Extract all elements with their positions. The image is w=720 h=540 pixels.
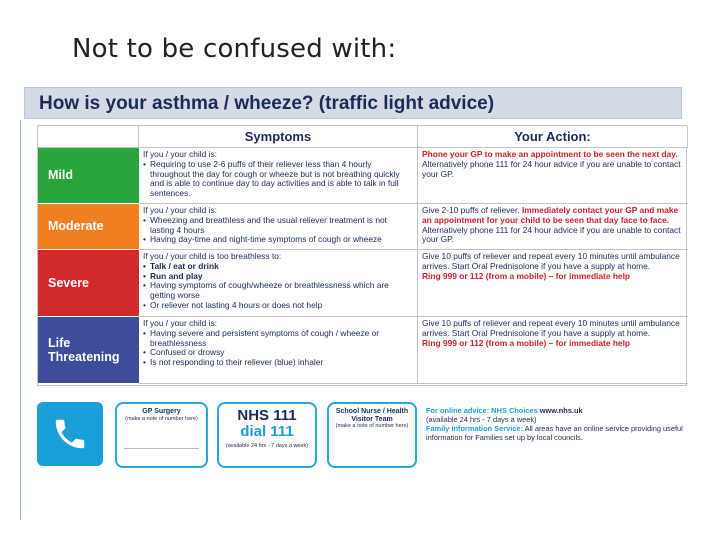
traffic-light-table bbox=[37, 125, 687, 386]
severity-life-threatening: Life Threatening bbox=[38, 317, 139, 384]
header-blank bbox=[38, 126, 139, 148]
moderate-action-urgent: Immediately contact your GP and make an appointment for your child to be seen that day face to face. bbox=[422, 205, 679, 225]
moderate-bullet: • Having day-time and night-time symptoms of cough or wheeze bbox=[143, 235, 413, 245]
advice-banner bbox=[24, 87, 682, 119]
fis-label: Family Information Service: bbox=[426, 424, 523, 434]
mild-intro: If you / your child is: bbox=[143, 149, 218, 159]
phone-icon-glyph bbox=[51, 415, 89, 453]
school-nurse-card bbox=[327, 402, 417, 468]
moderate-action-text-a: Give 2-10 puffs of reliever. bbox=[422, 205, 522, 215]
life-symptoms bbox=[139, 317, 418, 384]
severe-bullet: • Talk / eat or drink bbox=[143, 262, 413, 272]
nhs-dial: dial 111 bbox=[240, 423, 294, 440]
life-bullets bbox=[143, 329, 413, 368]
slide-title: Not to be confused with: bbox=[72, 34, 397, 64]
mild-action bbox=[418, 148, 688, 204]
online-availability: (available 24 hrs - 7 days a week) bbox=[426, 415, 537, 425]
school-title: School Nurse / Health Visitor Team bbox=[335, 408, 409, 423]
moderate-bullet: • Wheezing and breathless and the usual reliever treatment is not lasting 4 hours bbox=[143, 216, 413, 236]
nhs-choices-url: www.nhs.uk bbox=[537, 406, 583, 415]
slide-left-rule bbox=[20, 120, 21, 520]
severe-action-urgent: Ring 999 or 112 (from a mobile) – for immediate help bbox=[422, 270, 631, 281]
mild-action-urgent: Phone your GP to make an appointment to be seen the next day. bbox=[422, 149, 678, 159]
gp-note: (make a note of number here) bbox=[125, 415, 198, 422]
severe-symptoms bbox=[139, 250, 418, 317]
nhs-111-card bbox=[217, 402, 317, 468]
severe-bullet: • Run and play bbox=[143, 272, 413, 282]
fis-text: All areas have an online service providing useful information for Families set up by local councils. bbox=[426, 424, 683, 443]
life-intro: If you / your child is: bbox=[143, 318, 218, 328]
severity-moderate: Moderate bbox=[38, 204, 139, 250]
mild-action-text: Alternatively phone 111 for 24 hour advice if you are unable to contact your GP. bbox=[422, 158, 681, 179]
nhs-title: NHS 111 bbox=[237, 407, 297, 424]
life-action-urgent: Ring 999 or 112 (from a mobile) – for immediate help bbox=[422, 337, 631, 348]
phone-icon bbox=[37, 402, 103, 466]
severe-bullets bbox=[143, 262, 413, 311]
online-advice-label: For online advice: NHS Choices bbox=[426, 406, 538, 415]
contacts-strip bbox=[37, 398, 687, 466]
mild-bullets bbox=[143, 160, 413, 199]
life-bullet: • Is not responding to their reliever (blue) inhaler bbox=[143, 358, 413, 368]
mild-symptoms bbox=[139, 148, 418, 204]
mild-bullet: • Requiring to use 2-6 puffs of their reliever less than 4 hourly throughout the day for cough or wheeze but is not breathing quickly and is able to continue day to day activities and is able to talk in full sentences. bbox=[143, 160, 413, 199]
severe-bullet: • Having symptoms of cough/wheeze or breathlessness which are getting worse bbox=[143, 281, 413, 301]
header-action: Your Action: bbox=[418, 126, 688, 148]
header-symptoms: Symptoms bbox=[139, 126, 418, 148]
school-note: (make a note of number here) bbox=[335, 423, 409, 430]
moderate-symptoms bbox=[139, 204, 418, 250]
life-bullet: • Having severe and persistent symptoms of cough / wheeze or breathlessness bbox=[143, 329, 413, 349]
moderate-action-text-b: Alternatively phone 111 for 24 hour advice if you are unable to contact your GP. bbox=[422, 224, 681, 245]
banner-title: How is your asthma / wheeze? (traffic light advice) bbox=[39, 93, 495, 114]
life-action bbox=[418, 317, 688, 384]
severe-intro: If you / your child is too breathless to: bbox=[143, 251, 282, 261]
life-action-text: Give 10 puffs of reliever and repeat every 10 minutes until ambulance arrives. Start Oral Prednisolone if you have a supply at home. bbox=[422, 318, 680, 338]
gp-number-line bbox=[124, 448, 199, 449]
gp-title: GP Surgery bbox=[142, 408, 181, 415]
online-advice bbox=[426, 406, 688, 442]
severity-severe: Severe bbox=[38, 250, 139, 317]
severity-mild: Mild bbox=[38, 148, 139, 204]
moderate-action bbox=[418, 204, 688, 250]
severe-action bbox=[418, 250, 688, 317]
life-bullet: • Confused or drowsy bbox=[143, 348, 413, 358]
severe-action-text: Give 10 puffs of reliever and repeat every 10 minutes until ambulance arrives. Start Oral Prednisolone if you have a supply at home. bbox=[422, 251, 680, 271]
severe-bullet: • Or reliever not lasting 4 hours or does not help bbox=[143, 301, 413, 311]
moderate-intro: If you / your child is: bbox=[143, 205, 218, 215]
gp-surgery-card bbox=[115, 402, 208, 468]
nhs-note: (available 24 hrs - 7 days a week) bbox=[225, 443, 309, 449]
moderate-bullets bbox=[143, 216, 413, 245]
